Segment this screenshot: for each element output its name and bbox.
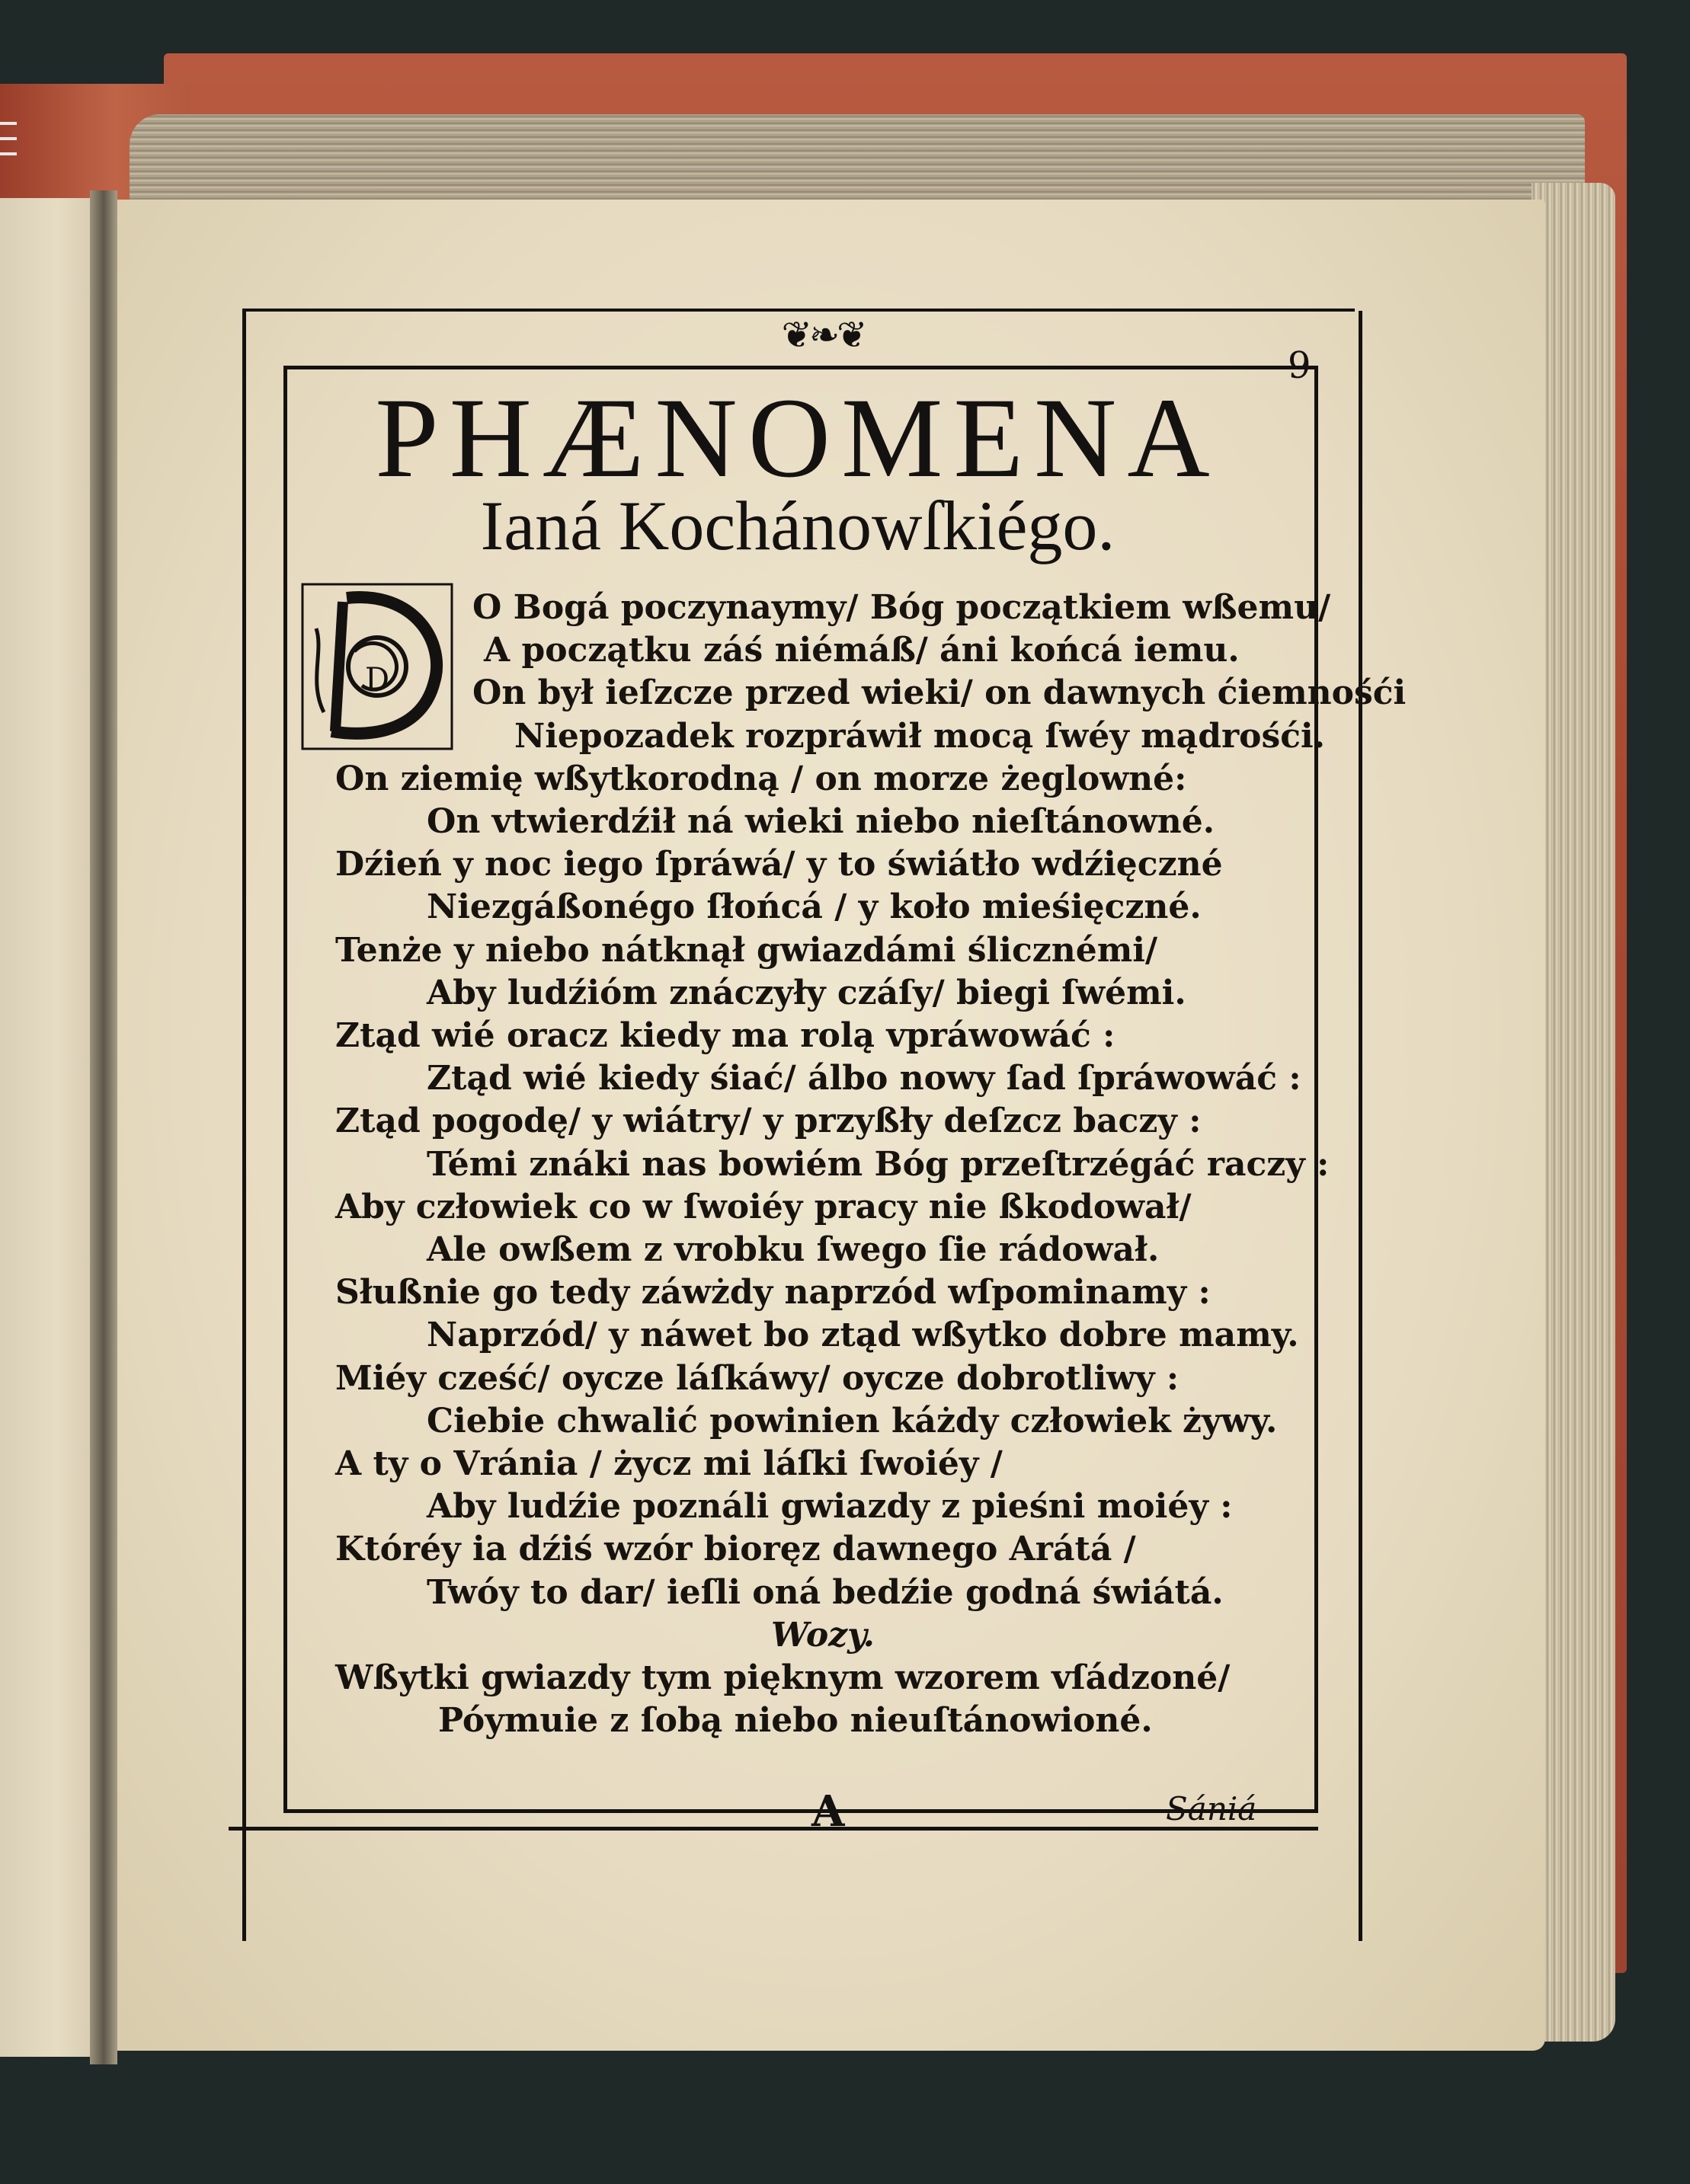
page-number: 9 (1288, 344, 1311, 387)
verse-line: Ale owßem z vrobku ſwego ſie rádował. (427, 1230, 1160, 1270)
verse-line: On vtwierdźił ná wieki niebo nieſtánowné. (427, 802, 1215, 842)
verse-line: Któréy ia dźiś wzór bioręz dawnego Arátá / (335, 1530, 1136, 1569)
verse-line: Aby człowiek co w ſwoiéy pracy nie ßkodował/ (335, 1187, 1192, 1226)
verse-line: Słußnie go tedy záwżdy naprzód wſpominamy : (335, 1273, 1211, 1313)
verse-line: A początku záś niémáß/ áni końcá iemu. (484, 631, 1240, 670)
verse-line: Témi znáki nas bowiém Bóg przeſtrzégáć raczy : (427, 1144, 1330, 1184)
verse-line: Naprzód/ y náwet bo ztąd wßytko dobre mamy. (427, 1316, 1299, 1355)
verse-line: O Bogá poczynaymy/ Bóg początkiem wßemu/ (472, 588, 1331, 627)
verse-line: Wßytki gwiazdy tym pięknym wzorem vſádzoné/ (335, 1658, 1231, 1698)
bottom-rule (229, 1827, 1318, 1831)
verse-line: Tenże y niebo nátknął gwiazdámi ślicznémi/ (335, 930, 1158, 970)
head-ornament: ❦❧❦ (781, 314, 865, 357)
verse-line: Niepozadek rozpráwił mocą ſwéy mądrośći. (514, 716, 1326, 756)
initial-letter: D (364, 662, 390, 697)
verse-line: Póymuie z ſobą niebo nieuſtánowioné. (438, 1701, 1153, 1741)
verse-line: Ztąd wié kiedy śiać/ álbo nowy ſad ſpráwowáć : (427, 1059, 1301, 1098)
page-subtitle: Ianá Kochánowſkiégo. (480, 487, 1115, 564)
verse-line: Miéy cześć/ oycze láſkáwy/ oycze dobrotliwy : (335, 1358, 1179, 1398)
verse-line: Ciebie chwalić powinien káżdy człowiek żywy. (427, 1401, 1278, 1441)
page-block-top-edge (130, 114, 1585, 213)
catchword: Sániá (1166, 1790, 1257, 1827)
page-title: PHÆNOMENA (375, 375, 1221, 501)
poem-body (335, 587, 1407, 1742)
scale-ticks (0, 122, 17, 168)
verse-line: Twóy to dar/ ieſli oná bedźie godná świátá. (427, 1572, 1224, 1612)
verse-line: Aby ludźióm znáczyły czáſy/ biegi ſwémi. (427, 973, 1186, 1012)
verse-line: Dźień y noc iego ſpráwá/ y to świátło wdźięczné (335, 845, 1223, 884)
verse-line: Aby ludźie poználi gwiazdy z pieśni moiéy : (427, 1487, 1233, 1527)
verse-line: On był ieſzcze przed wieki/ on dawnych ćiemnośći (472, 673, 1407, 713)
signature-mark: A (811, 1786, 845, 1837)
section-heading: Wozy. (771, 1615, 875, 1655)
verse-line: Niezgáßonégo ſłońcá / y koło mieśięczné. (427, 887, 1202, 927)
verse-line: Ztąd pogodę/ y wiátry/ y przyßły deſzcz baczy : (335, 1102, 1202, 1141)
verse-line: On ziemię wßytkorodną / on morze żeglowné: (335, 759, 1187, 798)
verse-line: Ztąd wié oracz kiedy ma rolą vpráwowáć : (335, 1016, 1115, 1056)
verse-line: A ty o Vránia / życz mi láſki ſwoiéy / (335, 1444, 1003, 1484)
book-gutter (90, 190, 117, 2064)
